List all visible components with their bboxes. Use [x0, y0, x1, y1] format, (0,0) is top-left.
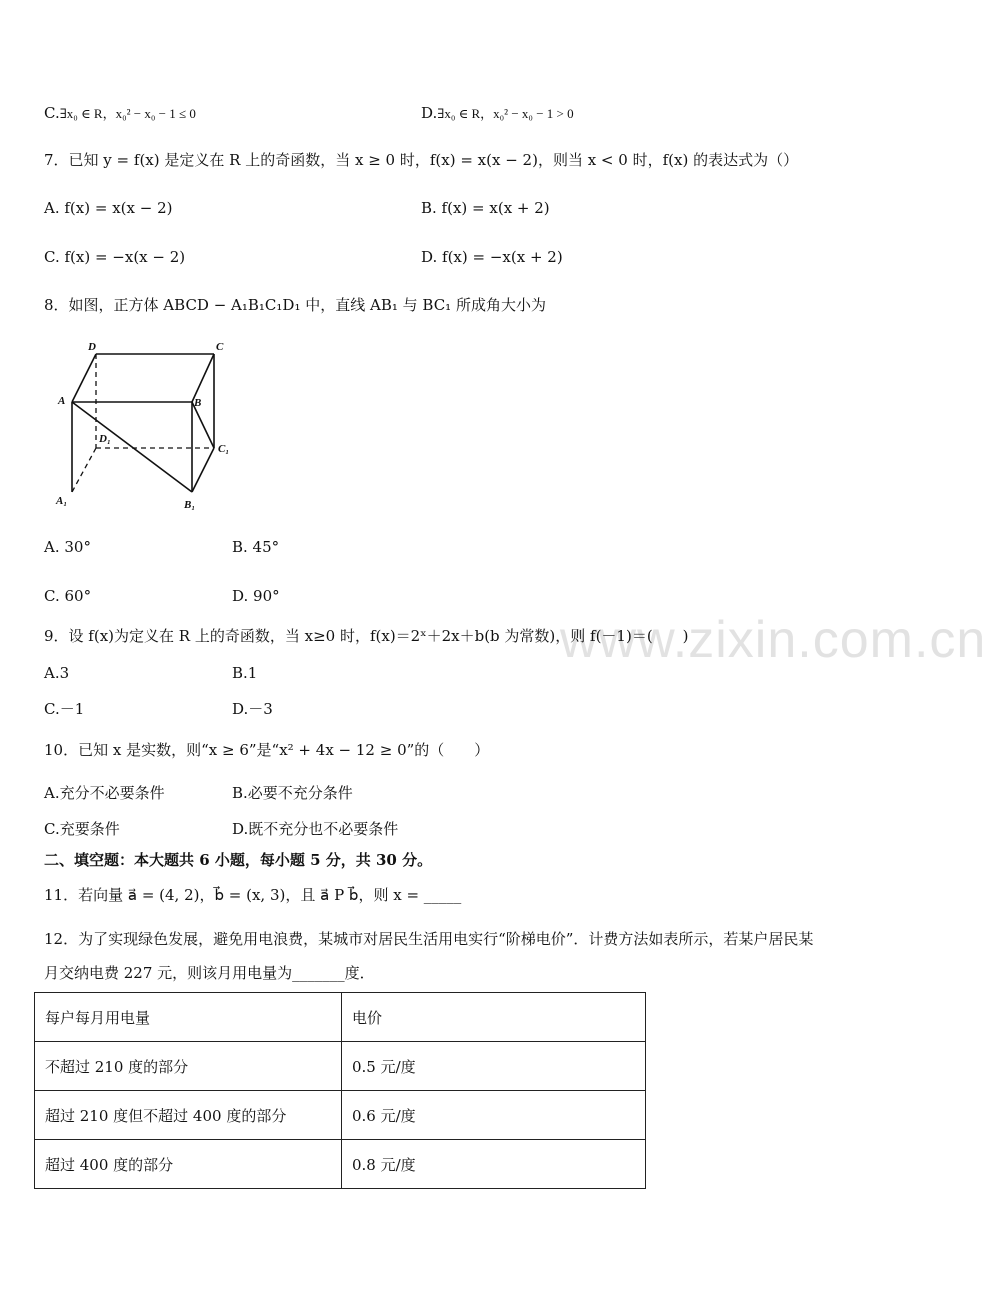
q9-stem: 9．设 f(x)为定义在 R 上的奇函数，当 x≥0 时，f(x)＝2ˣ＋2x＋b(b 为常数)，则 f(－1)＝( )	[44, 627, 689, 645]
q10-option-a: A.充分不必要条件	[44, 784, 165, 802]
q6-option-d	[421, 102, 574, 125]
price-table	[34, 992, 646, 1189]
table-cell: 不超过 210 度的部分	[35, 1042, 342, 1091]
q8-option-c: C. 60°	[44, 587, 92, 605]
label-c1: C₁	[218, 443, 230, 455]
q9-option-b: B.1	[232, 664, 258, 682]
q9-option-c: C.－1	[44, 700, 85, 718]
q10-option-d: D.既不充分也不必要条件	[232, 820, 399, 838]
table-cell: 0.5 元/度	[342, 1042, 646, 1091]
option-label: C.	[44, 104, 60, 122]
label-a: A	[58, 395, 66, 407]
table-cell: 0.6 元/度	[342, 1091, 646, 1140]
label-d: D	[88, 341, 96, 353]
table-row	[35, 1140, 646, 1189]
q7-option-b: B. f(x) = x(x + 2)	[421, 199, 550, 217]
q9-option-d: D.－3	[232, 700, 273, 718]
option-expression: ∃x₀ ∈ R，x₀² − x₀ − 1 ≤ 0	[59, 106, 196, 121]
label-a1: A₁	[56, 495, 68, 507]
table-row	[35, 1091, 646, 1140]
table-cell: 0.8 元/度	[342, 1140, 646, 1189]
q7-stem: 7．已知 y = f(x) 是定义在 R 上的奇函数，当 x ≥ 0 时，f(x) = x(x − 2)，则当 x < 0 时，f(x) 的表达式为（）	[44, 151, 799, 169]
option-label: D.	[421, 104, 438, 122]
edge-b1c1	[192, 448, 214, 492]
edge-d1a1-hidden	[72, 448, 96, 492]
q12-stem-line2: 月交纳电费 227 元，则该月用电量为_______度．	[44, 964, 375, 982]
table-cell: 超过 210 度但不超过 400 度的部分	[35, 1091, 342, 1140]
q8-option-b: B. 45°	[232, 538, 280, 556]
table-row	[35, 1042, 646, 1091]
q7-option-a: A. f(x) = x(x − 2)	[44, 199, 173, 217]
q10-option-b: B.必要不充分条件	[232, 784, 353, 802]
label-b: B	[194, 397, 202, 409]
q7-option-d: D. f(x) = −x(x + 2)	[421, 248, 563, 266]
q10-stem: 10．已知 x 是实数，则“x ≥ 6”是“x² + 4x − 12 ≥ 0”的（ ）	[44, 741, 490, 759]
q12-stem-line1: 12．为了实现绿色发展，避免用电浪费，某城市对居民生活用电实行“阶梯电价”．计费方法如表所示，若某户居民某	[44, 930, 814, 948]
q8-stem: 8．如图，正方体 ABCD − A₁B₁C₁D₁ 中，直线 AB₁ 与 BC₁ 所成角大小为	[44, 296, 546, 314]
watermark: www.zixin.com.cn	[560, 611, 986, 669]
q8-option-d: D. 90°	[232, 587, 280, 605]
table-header-row	[35, 993, 646, 1042]
q11-stem: 11．若向量 a⃗ = (4, 2)，b⃗ = (x, 3)，且 a⃗ P b⃗，则 x = _____	[44, 886, 462, 904]
q7-option-c: C. f(x) = −x(x − 2)	[44, 248, 186, 266]
table-header-cell: 电价	[342, 993, 646, 1042]
edge-ad	[72, 354, 96, 402]
q6-option-c	[44, 102, 196, 125]
label-b1: B₁	[184, 499, 196, 511]
label-d1: D₁	[99, 433, 111, 445]
edge-bc	[192, 354, 214, 402]
option-expression: ∃x₀ ∈ R，x₀² − x₀ − 1 > 0	[437, 106, 574, 121]
section-heading: 二、填空题：本大题共 6 小题，每小题 5 分，共 30 分。	[44, 851, 433, 869]
cube-figure	[52, 338, 242, 518]
q8-option-a: A. 30°	[44, 538, 91, 556]
table-header-cell: 每户每月用电量	[35, 993, 342, 1042]
label-c: C	[216, 341, 224, 353]
table-cell: 超过 400 度的部分	[35, 1140, 342, 1189]
line-ab1	[72, 402, 192, 492]
q10-option-c: C.充要条件	[44, 820, 120, 838]
q9-option-a: A.3	[44, 664, 70, 682]
